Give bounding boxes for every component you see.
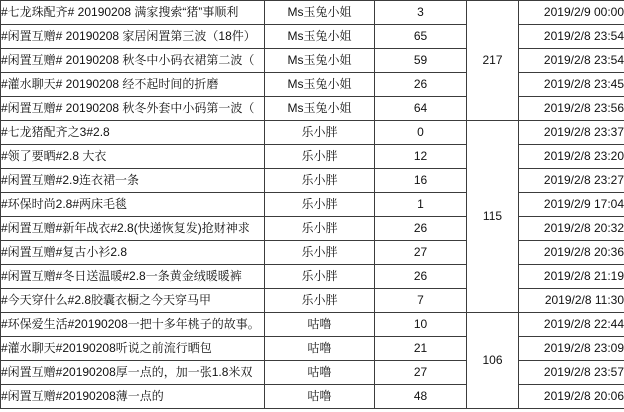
group-total-cell: 106 [467, 313, 519, 409]
table-row [1, 193, 624, 217]
author-cell: Ms玉兔小姐 [265, 97, 375, 121]
title-cell: #闲置互赠#20190208厚一点的，加一张1.8米双 [1, 361, 265, 385]
date-cell: 2019/2/8 23:57 [519, 361, 624, 385]
table-row [1, 145, 624, 169]
date-cell: 2019/2/8 22:44 [519, 313, 624, 337]
author-cell: 乐小胖 [265, 217, 375, 241]
title-cell: #闲置互赠#冬日送温暖#2.8一条黄金绒暖暖裤 [1, 265, 265, 289]
author-cell: 乐小胖 [265, 265, 375, 289]
date-cell: 2019/2/8 23:27 [519, 169, 624, 193]
table-row [1, 49, 624, 73]
table-row [1, 313, 624, 337]
group-total-cell: 217 [467, 1, 519, 121]
author-cell: 乐小胖 [265, 193, 375, 217]
table-row [1, 97, 624, 121]
date-cell: 2019/2/8 20:36 [519, 241, 624, 265]
group-total-cell: 115 [467, 121, 519, 313]
title-cell: #七龙猪配齐之3#2.8 [1, 121, 265, 145]
table-row [1, 361, 624, 385]
title-cell: #闲置互赠# 20190208 秋冬中小码衣裙第二波（ [1, 49, 265, 73]
title-cell: #闲置互赠# 20190208 秋冬外套中小码第一波（ [1, 97, 265, 121]
date-cell: 2019/2/8 23:20 [519, 145, 624, 169]
date-cell: 2019/2/8 11:30 [519, 289, 624, 313]
title-cell: #闲置互赠#复古小衫2.8 [1, 241, 265, 265]
title-cell: #环保时尚2.8#两床毛毯 [1, 193, 265, 217]
title-cell: #闲置互赠#新年战衣#2.8(快递恢复发)抢财神求 [1, 217, 265, 241]
author-cell: 咕噜 [265, 337, 375, 361]
date-cell: 2019/2/8 23:54 [519, 25, 624, 49]
table-row [1, 25, 624, 49]
count-cell: 48 [375, 385, 467, 409]
table-row [1, 73, 624, 97]
table-body [1, 1, 624, 409]
count-cell: 1 [375, 193, 467, 217]
count-cell: 27 [375, 361, 467, 385]
count-cell: 27 [375, 241, 467, 265]
author-cell: Ms玉兔小姐 [265, 25, 375, 49]
date-cell: 2019/2/8 20:06 [519, 385, 624, 409]
table-row [1, 289, 624, 313]
title-cell: #七龙珠配齐# 20190208 满家搜索“猪”事顺利 [1, 1, 265, 25]
title-cell: #闲置互赠#2.9连衣裙一条 [1, 169, 265, 193]
author-cell: 咕噜 [265, 361, 375, 385]
count-cell: 26 [375, 73, 467, 97]
date-cell: 2019/2/8 23:54 [519, 49, 624, 73]
date-cell: 2019/2/9 17:04 [519, 193, 624, 217]
title-cell: #闲置互赠# 20190208 家居闲置第三波（18件） [1, 25, 265, 49]
title-cell: #今天穿什么#2.8胶囊衣橱之今天穿马甲 [1, 289, 265, 313]
table-row [1, 217, 624, 241]
date-cell: 2019/2/9 00:00 [519, 1, 624, 25]
table-row [1, 337, 624, 361]
count-cell: 59 [375, 49, 467, 73]
table-row [1, 1, 624, 25]
date-cell: 2019/2/8 20:32 [519, 217, 624, 241]
count-cell: 7 [375, 289, 467, 313]
author-cell: 乐小胖 [265, 169, 375, 193]
author-cell: 乐小胖 [265, 289, 375, 313]
author-cell: Ms玉兔小姐 [265, 1, 375, 25]
count-cell: 16 [375, 169, 467, 193]
count-cell: 3 [375, 1, 467, 25]
count-cell: 21 [375, 337, 467, 361]
author-cell: 乐小胖 [265, 121, 375, 145]
date-cell: 2019/2/8 23:45 [519, 73, 624, 97]
table-row [1, 169, 624, 193]
date-cell: 2019/2/8 21:19 [519, 265, 624, 289]
count-cell: 26 [375, 265, 467, 289]
author-cell: 咕噜 [265, 313, 375, 337]
title-cell: #环保爱生活#20190208一把十多年桃子的故事。 [1, 313, 265, 337]
count-cell: 65 [375, 25, 467, 49]
count-cell: 10 [375, 313, 467, 337]
date-cell: 2019/2/8 23:56 [519, 97, 624, 121]
count-cell: 0 [375, 121, 467, 145]
author-cell: 乐小胖 [265, 145, 375, 169]
author-cell: 乐小胖 [265, 241, 375, 265]
count-cell: 12 [375, 145, 467, 169]
table-row [1, 385, 624, 409]
date-cell: 2019/2/8 23:37 [519, 121, 624, 145]
table-row [1, 121, 624, 145]
author-cell: 咕噜 [265, 385, 375, 409]
count-cell: 64 [375, 97, 467, 121]
title-cell: #灌水聊天#20190208听说之前流行晒包 [1, 337, 265, 361]
table-row [1, 265, 624, 289]
count-cell: 26 [375, 217, 467, 241]
table-row [1, 241, 624, 265]
author-cell: Ms玉兔小姐 [265, 73, 375, 97]
title-cell: #闲置互赠#20190208薄一点的 [1, 385, 265, 409]
author-cell: Ms玉兔小姐 [265, 49, 375, 73]
date-cell: 2019/2/8 23:09 [519, 337, 624, 361]
title-cell: #灌水聊天# 20190208 经不起时间的折磨 [1, 73, 265, 97]
title-cell: #领了要晒#2.8 大衣 [1, 145, 265, 169]
